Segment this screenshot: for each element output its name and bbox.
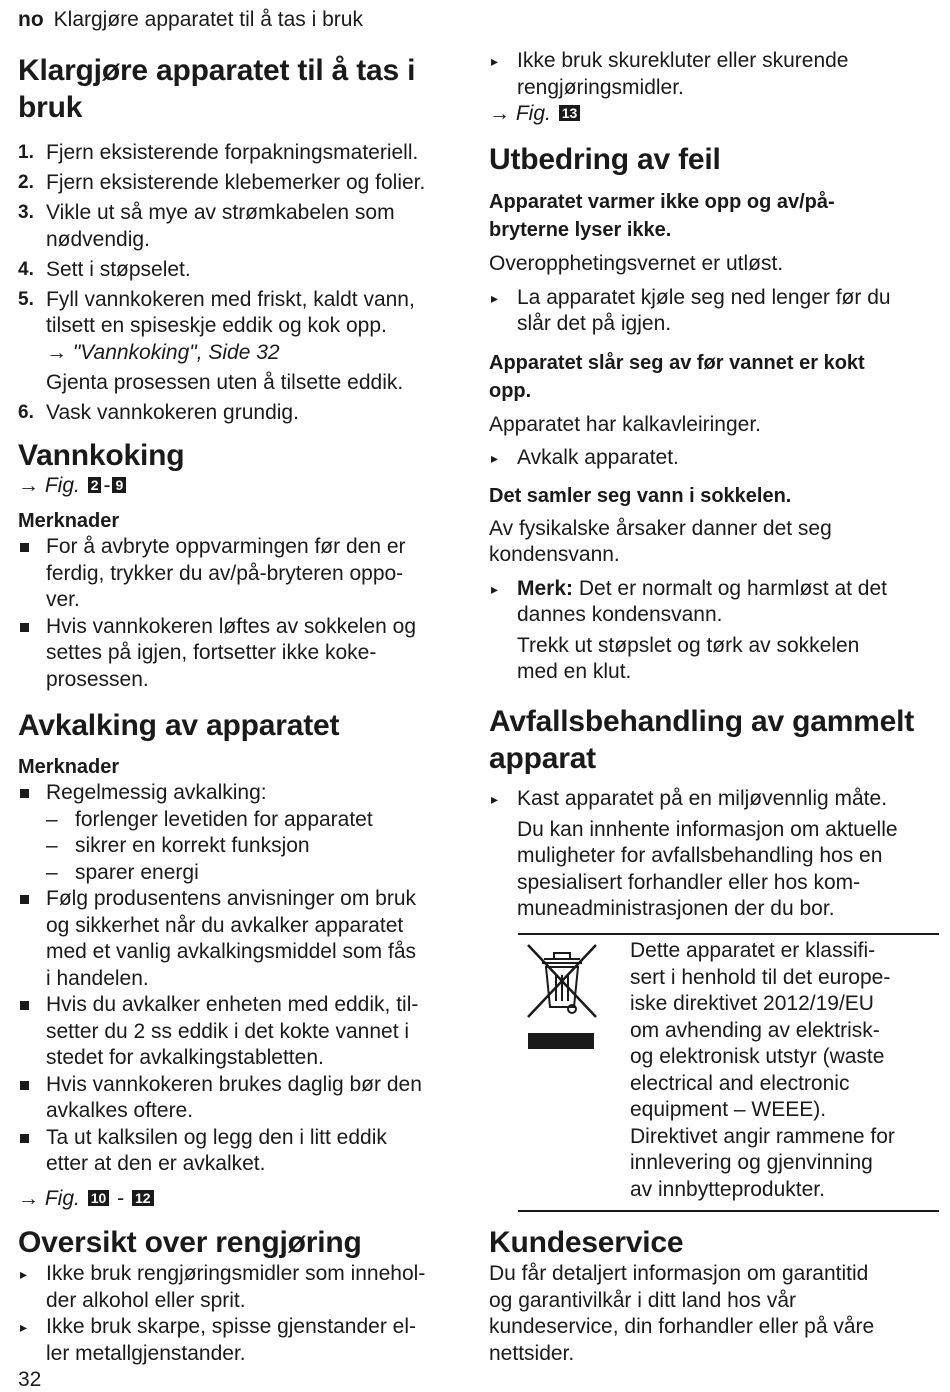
descale-heading: Avkalking av apparatet — [18, 709, 340, 742]
problem-title: Det samler seg vann i sokkelen. — [489, 484, 792, 507]
dash-list — [18, 807, 468, 887]
service-heading: Kundeservice — [489, 1226, 684, 1259]
list-item: ▸ Ikke bruk skurekluter eller skurende rengjøringsmidler. — [491, 49, 849, 99]
fix-list — [489, 445, 941, 472]
problem-cause: Av fysikalske årsaker danner det seg kondensvann. — [489, 516, 832, 566]
notes-label: Merknader — [18, 510, 120, 532]
list-item: Ta ut kalksilen og legg den i litt eddik etter at den er avkalket. — [18, 1125, 468, 1178]
language-code: no — [18, 8, 44, 31]
service-text: Du får detaljert informasjon om garantitid og garantivilkår i ditt land hos vår kundeservice, din forhandler eller på våre nettsider. — [489, 1262, 875, 1365]
section-troubleshooting — [489, 141, 941, 686]
cleaning-continued — [489, 48, 941, 127]
list-item: 4. Sett i støpselet. — [18, 257, 191, 281]
list-item: ▸ Kast apparatet på en miljøvennlig måte. Du kan innhente informasjon om aktuelle muligheter for avfallsbehandling hos en spesialisert forhandler eller hos kom- muneadministrasjonen der du bor. — [491, 787, 898, 920]
list-item: – sparer energi — [46, 860, 199, 884]
figure-reference: → Fig. 2 - 9 — [18, 473, 468, 499]
crossed-bin-icon — [524, 941, 600, 1059]
notes-label: Merknader — [18, 756, 120, 778]
prep-heading: Klargjøre apparatet til å tas i bruk — [18, 54, 416, 124]
boiling-heading: Vannkoking — [18, 439, 185, 472]
notes-list — [18, 780, 468, 807]
list-item: 3. Vikle ut så mye av strømkabelen som nødvendig. — [18, 201, 395, 251]
fix-list — [489, 285, 941, 338]
weee-notice — [518, 933, 939, 1212]
problem-title: Apparatet varmer ikke opp og av/på- bryterne lyser ikke. — [489, 191, 835, 241]
disposal-heading: Avfallsbehandling av gammelt apparat — [489, 705, 915, 775]
section-boiling — [18, 437, 468, 693]
list-item: ▸ Merk: Det er normalt og harmløst at det dannes kondensvann. Trekk ut støpslet og tørk av sokkelen med en klut. — [491, 576, 887, 683]
list-item: ▸ La apparatet kjøle seg ned lenger før du slår det på igjen. — [491, 285, 891, 335]
cleaning-list — [18, 1261, 468, 1367]
cleaning-list — [489, 48, 941, 101]
notes-list — [18, 534, 468, 693]
list-item: 5. Fyll vannkokeren med friskt, kaldt vann, tilsett en spiseskje eddik og kok opp. → "Vannkoking", Side 32 Gjenta prosessen uten å tilsette eddik. — [18, 287, 468, 397]
list-item: ▸ Ikke bruk skarpe, spisse gjenstander el- ler metallgjenstander. — [20, 1315, 417, 1365]
list-item: 6. Vask vannkokeren grundig. — [18, 401, 299, 424]
section-service — [489, 1224, 941, 1367]
list-item: ▸ Avkalk apparatet. — [491, 446, 679, 469]
list-item: – forlenger levetiden for apparatet — [46, 807, 373, 831]
cross-reference: → "Vannkoking", Side 32 — [46, 340, 280, 364]
trouble-heading: Utbedring av feil — [489, 143, 721, 176]
notes-list — [18, 886, 468, 1178]
page-number: 32 — [18, 1368, 42, 1391]
figure-reference: → Fig. 10 - 12 — [18, 1186, 468, 1212]
list-item: Følg produsentens anvisninger om bruk og sikkerhet når du avkalker apparatet med et vanlig avkalkingsmiddel som fås i handelen. — [18, 886, 468, 992]
list-item: 1. Fjern eksisterende forpakningsmateriell. — [18, 141, 419, 164]
problem-cause: Apparatet har kalkavleiringer. — [489, 412, 761, 436]
list-item: – sikrer en korrekt funksjon — [46, 834, 310, 857]
list-item: For å avbryte oppvarmingen før den er ferdig, trykker du av/på-bryteren oppo- ver. — [18, 534, 468, 614]
problem-title: Apparatet slår seg av før vannet er kokt opp. — [489, 351, 865, 402]
list-item: 2. Fjern eksisterende klebemerker og folier. — [18, 171, 426, 194]
cleaning-heading: Oversikt over rengjøring — [18, 1226, 362, 1259]
section-disposal — [489, 703, 941, 923]
section-cleaning — [18, 1224, 468, 1367]
fix-list — [489, 576, 941, 686]
figure-reference: → Fig. 13 — [489, 101, 941, 127]
disposal-list — [489, 786, 941, 923]
section-prep — [18, 52, 468, 430]
list-item: Hvis vannkokeren løftes av sokkelen og settes på igjen, fortsetter ikke koke- prosessen. — [18, 614, 468, 694]
list-item: Regelmessig avkalking: — [18, 780, 468, 807]
list-item: Hvis vannkokeren brukes daglig bør den avkalkes oftere. — [18, 1072, 468, 1125]
step-note: Gjenta prosessen uten å tilsette eddik. — [46, 371, 404, 394]
weee-text: Dette apparatet er klassifi- sert i henhold til det europe- iske direktivet 2012/19/EU om avhending av elektrisk- og elektronisk utstyr (waste electrical and electronic equipment – WEEE). Direktivet angir rammene for innlevering og gjenvinning av innbytteprodukter. — [630, 939, 895, 1201]
prep-steps — [18, 140, 468, 427]
section-descale — [18, 707, 468, 1212]
list-item: ▸ Ikke bruk rengjøringsmidler som innehol- der alkohol eller sprit. — [20, 1262, 426, 1312]
problem-cause: Overopphetingsvernet er utløst. — [489, 252, 784, 275]
page-header — [18, 8, 363, 32]
list-item: Hvis du avkalker enheten med eddik, til- setter du 2 ss eddik i det kokte vannet i stedet for avkalkingstabletten. — [18, 992, 468, 1072]
header-title: Klargjøre apparatet til å tas i bruk — [53, 8, 363, 31]
